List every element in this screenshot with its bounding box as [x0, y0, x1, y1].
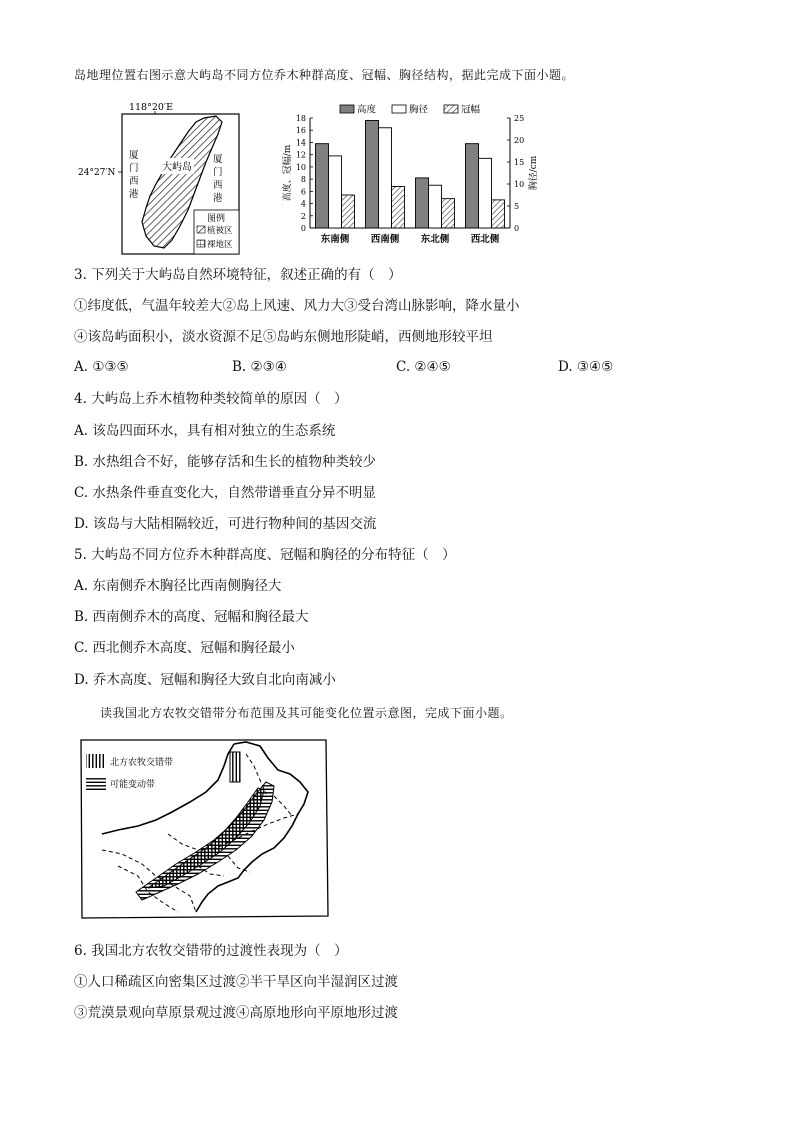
q4-option-b[interactable]: B. 水热组合不好，能够存活和生长的植物种类较少: [74, 454, 377, 470]
q4-option-a[interactable]: A. 该岛四面环水，具有相对独立的生态系统: [74, 423, 336, 439]
q3-stem: 3. 下列关于大屿岛自然环境特征，叙述正确的有（ ）: [74, 267, 402, 283]
q5-option-d[interactable]: D. 乔木高度、冠幅和胸径大致自北向南减小: [74, 672, 336, 688]
y-right-tick-label: 25: [514, 114, 525, 123]
q3-option-a[interactable]: A. ①③⑤: [74, 359, 129, 375]
y-right-tick-label: 0: [514, 224, 520, 233]
q5-stem: 5. 大屿岛不同方位乔木种群高度、冠幅和胸径的分布特征（ ）: [74, 547, 456, 563]
map-latitude-label: 24°27′N: [78, 168, 116, 178]
y-right-tick-label: 15: [514, 158, 525, 167]
bar-胸径: [379, 128, 392, 228]
bar-冠幅: [442, 199, 455, 228]
northern-ecotone-strip: [230, 752, 240, 782]
legend-swatch-高度: [340, 105, 354, 113]
y-left-tick-label: 12: [295, 150, 306, 160]
y-left-tick-label: 8: [300, 175, 306, 185]
bar-高度: [416, 178, 429, 228]
y-right-tick-label: 10: [514, 180, 525, 189]
legend-swatch-冠幅: [444, 105, 458, 113]
legend-bare: 裸地区: [207, 240, 233, 250]
bar-冠幅: [342, 195, 355, 228]
q5-option-b[interactable]: B. 西南侧乔木的高度、冠幅和胸径最大: [74, 609, 309, 625]
intro-text-2: 读我国北方农牧交错带分布范围及其可能变化位置示意图，完成下面小题。: [100, 706, 513, 720]
y-left-tick-label: 0: [300, 224, 306, 233]
q3-statements-1: ①纬度低，气温年较差大②岛上风速、风力大③受台湾山脉影响，降水量小: [74, 298, 520, 314]
y-left-tick-label: 4: [300, 199, 306, 209]
island-name-label: 大屿岛: [162, 162, 192, 173]
q4-option-d[interactable]: D. 该岛与大陆相隔较近，可进行物种间的基因交流: [74, 516, 377, 532]
legend-title: 图例: [206, 214, 226, 224]
svg-text:门: 门: [129, 163, 139, 174]
y-left-tick-label: 16: [295, 126, 306, 136]
x-tick-label: 东南侧: [320, 234, 350, 245]
variable-belt-swatch: [86, 776, 106, 790]
q6-statements-2: ③荒漠景观向草原景观过渡④高原地形向平原地形过渡: [74, 1005, 398, 1021]
intro-text-1: 岛地理位置右图示意大屿岛不同方位乔木种群高度、冠幅、胸径结构，据此完成下面小题。: [74, 68, 575, 82]
y-left-tick-label: 6: [300, 187, 306, 197]
map-longitude-label: 118°20′E: [128, 102, 174, 113]
bar-胸径: [329, 156, 342, 228]
svg-text:港: 港: [129, 189, 139, 200]
chart-legend: [340, 104, 481, 116]
q6-stem: 6. 我国北方农牧交错带的过渡性表现为（ ）: [74, 943, 348, 959]
legend-label-冠幅: 冠幅: [461, 104, 481, 116]
legend-vegetation: 植被区: [207, 226, 233, 236]
legend-label-胸径: 胸径: [409, 104, 429, 116]
bar-冠幅: [392, 186, 405, 228]
island-map-legend: [194, 210, 239, 254]
legend-ecotone: 北方农牧交错带: [110, 758, 174, 768]
bar-高度: [366, 120, 379, 228]
q3-statements-2: ④该岛屿面积小，淡水资源不足⑤岛屿东侧地形陡峭，西侧地形较平坦: [74, 329, 493, 345]
q3-option-d[interactable]: D. ③④⑤: [558, 359, 614, 375]
q6-statements-1: ①人口稀疏区向密集区过渡②半干旱区向半湿润区过渡: [74, 974, 398, 990]
y-left-tick-label: 14: [295, 138, 306, 148]
ecotone-map-figure: [78, 736, 330, 920]
bar-高度: [316, 144, 329, 228]
ecotone-swatch: [86, 754, 106, 768]
q3-option-b[interactable]: B. ②③④: [232, 359, 287, 375]
bar-冠幅: [492, 200, 505, 228]
y-left-tick-label: 18: [295, 114, 306, 123]
y-left-tick-label: 2: [300, 211, 306, 221]
q5-option-c[interactable]: C. 西北侧乔木高度、冠幅和胸径最小: [74, 640, 295, 656]
svg-text:门: 门: [213, 167, 223, 178]
x-tick-label: 东北侧: [420, 234, 450, 245]
y-right-tick-label: 5: [514, 202, 520, 211]
island-map-figure: [76, 100, 246, 260]
x-tick-label: 西北侧: [470, 234, 500, 245]
legend-swatch-胸径: [392, 105, 406, 113]
y-axis-right-label: 胸径/cm: [529, 155, 539, 191]
y-left-tick-label: 10: [295, 162, 306, 172]
bar-高度: [466, 144, 479, 228]
svg-text:港: 港: [213, 193, 223, 204]
bar-胸径: [479, 158, 492, 228]
y-axis-left-label: 高度、冠幅/m: [283, 144, 293, 202]
tree-structure-bar-chart: [278, 100, 558, 250]
svg-text:西: 西: [129, 176, 139, 187]
bar-胸径: [429, 185, 442, 228]
svg-text:厦: 厦: [129, 150, 139, 161]
q4-option-c[interactable]: C. 水热条件垂直变化大，自然带谱垂直分异不明显: [74, 485, 376, 501]
svg-text:厦: 厦: [213, 154, 223, 165]
q3-option-c[interactable]: C. ②④⑤: [396, 359, 451, 375]
svg-text:西: 西: [213, 180, 223, 191]
x-tick-label: 西南侧: [370, 234, 400, 245]
vegetation-swatch: [197, 226, 205, 233]
bare-swatch: [197, 240, 205, 247]
y-right-tick-label: 20: [514, 136, 525, 145]
legend-variable-belt: 可能变动带: [110, 780, 156, 790]
q4-stem: 4. 大屿岛上乔木植物种类较简单的原因（ ）: [74, 391, 348, 407]
q3-options: [74, 359, 634, 377]
legend-label-高度: 高度: [357, 104, 377, 116]
q5-option-a[interactable]: A. 东南侧乔木胸径比西南侧胸径大: [74, 578, 282, 594]
